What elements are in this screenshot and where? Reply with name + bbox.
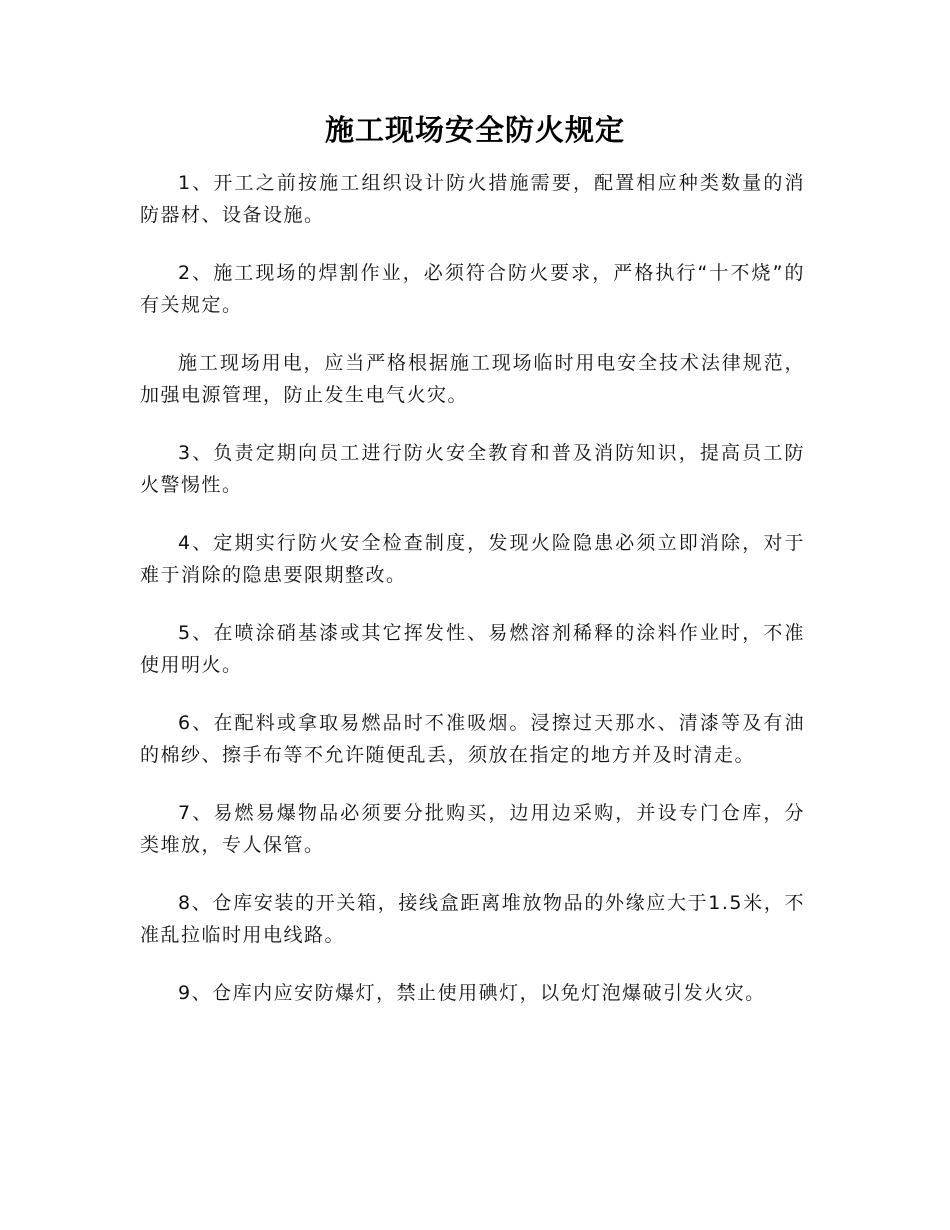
paragraph-8: 8、仓库安装的开关箱，接线盒距离堆放物品的外缘应大于1.5米，不准乱拉临时用电线路。	[140, 892, 805, 946]
document-body	[140, 167, 805, 1035]
paragraph-3: 3、负责定期向员工进行防火安全教育和普及消防知识，提高员工防火警惕性。	[140, 442, 805, 496]
paragraph-1: 1、开工之前按施工组织设计防火措施需要，配置相应种类数量的消防器材、设备设施。	[140, 172, 805, 226]
paragraph-7: 7、易燃易爆物品必须要分批购买，边用边采购，并设专门仓库，分类堆放，专人保管。	[140, 802, 805, 856]
paragraph-9: 9、仓库内应安防爆灯，禁止使用碘灯，以免灯泡爆破引发火灾。	[178, 982, 766, 1004]
paragraph-4: 4、定期实行防火安全检查制度，发现火险隐患必须立即消除，对于难于消除的隐患要限期整改。	[140, 532, 805, 586]
paragraph-2: 2、施工现场的焊割作业，必须符合防火要求，严格执行“十不烧”的有关规定。	[140, 262, 805, 316]
paragraph-6: 6、在配料或拿取易燃品时不准吸烟。浸擦过天那水、清漆等及有油的棉纱、擦手布等不允许随便乱丢，须放在指定的地方并及时清走。	[140, 712, 805, 766]
document-title: 施工现场安全防火规定	[324, 113, 625, 147]
paragraph-electricity: 施工现场用电，应当严格根据施工现场临时用电安全技术法律规范，加强电源管理，防止发生电气火灾。	[140, 352, 805, 406]
paragraph-5: 5、在喷涂硝基漆或其它挥发性、易燃溶剂稀释的涂料作业时，不准使用明火。	[140, 622, 805, 676]
